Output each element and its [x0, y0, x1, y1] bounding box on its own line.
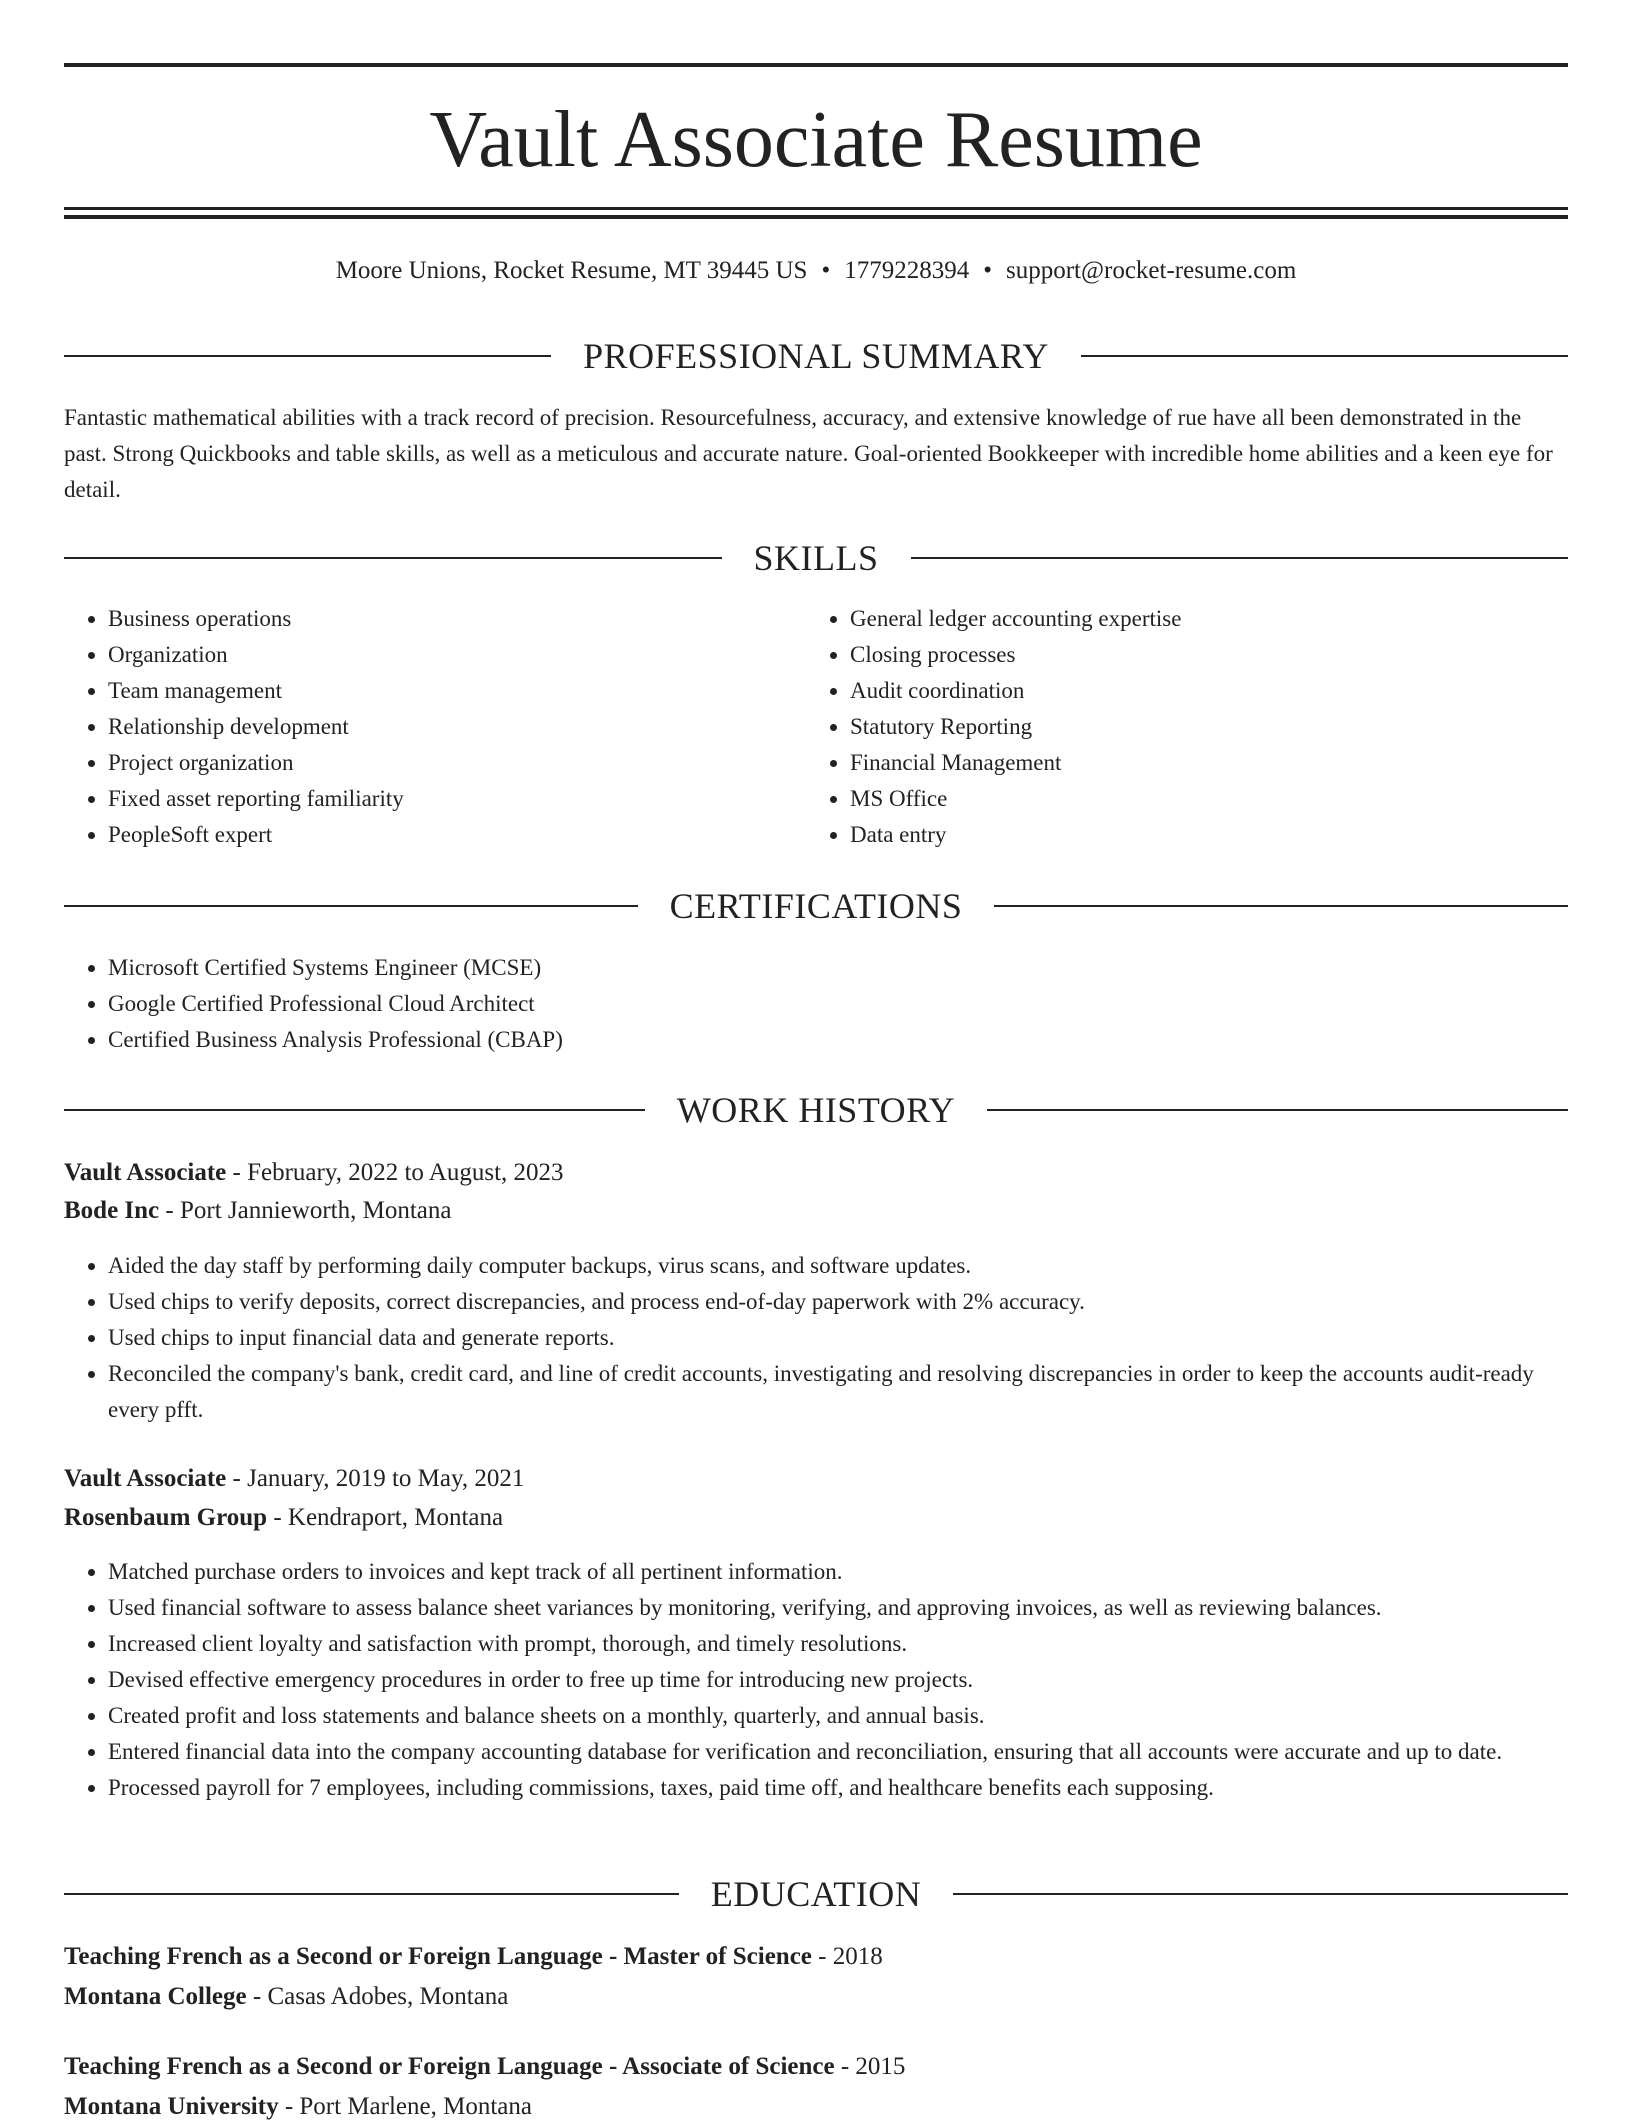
job-company: Bode Inc: [64, 1197, 160, 1224]
title-double-rule-lower: [64, 215, 1568, 219]
contact-separator: •: [821, 257, 831, 284]
section-title-education: EDUCATION: [710, 1874, 922, 1914]
education-degree-line: [64, 1938, 1568, 1976]
education-school-line: [64, 2088, 1568, 2126]
job-bullet: • Reconciled the company's bank, credit card, and line of credit accounts, investigating and resolving discrepancies in order to keep the accounts audit-ready every pfft.: [108, 1356, 1568, 1428]
skill-item: • Financial Management: [850, 745, 1550, 781]
contact-separator: •: [983, 257, 992, 284]
top-rule: [64, 63, 1568, 67]
education-degree-line: [64, 2048, 1568, 2086]
skill-item: • Organization: [108, 637, 808, 673]
section-header-work: [64, 1088, 1568, 1132]
job-title-line: [64, 1154, 1568, 1192]
job-location: - Kendraport, Montana: [267, 1504, 504, 1531]
skill-item: • Data entry: [850, 817, 1550, 853]
skill-item: • Team management: [108, 673, 808, 709]
job-location: - Port Jannieworth, Montana: [159, 1197, 452, 1224]
summary-text: Fantastic mathematical abilities with a track record of precision. Resourcefulness, accuracy, and extensive knowledge of rue have all been demonstrated in the past. Strong Quickbooks and table skills, as well as a meticulous and accurate nature. Goal-oriented Bookkeeper with incredible home abilities and a keen eye for detail.: [64, 405, 1553, 502]
page-title: Vault Associate Resume: [429, 96, 1203, 184]
job-title-line: [64, 1460, 1568, 1498]
skill-item: • Relationship development: [108, 709, 808, 745]
skill-item: • PeopleSoft expert: [108, 817, 808, 853]
job-dates: - February, 2022 to August, 2023: [226, 1159, 564, 1186]
skill-item: • MS Office: [850, 781, 1550, 817]
skill-item: • Statutory Reporting: [850, 709, 1550, 745]
title-double-rule-upper: [64, 207, 1568, 210]
job-dates: - January, 2019 to May, 2021: [226, 1465, 525, 1492]
job-bullet: • Increased client loyalty and satisfaction with prompt, thorough, and timely resolutions.: [108, 1626, 1568, 1662]
section-header-summary: [64, 334, 1568, 378]
contact-phone: 1779228394: [844, 257, 970, 284]
job-bullets: [64, 1554, 1568, 1806]
certification-item: • Certified Business Analysis Professional (CBAP): [108, 1022, 1568, 1058]
skill-item: • Audit coordination: [850, 673, 1550, 709]
contact-email: support@rocket-resume.com: [1005, 257, 1297, 284]
job-bullet: • Aided the day staff by performing daily computer backups, virus scans, and software updates.: [108, 1248, 1568, 1284]
job-bullet: • Devised effective emergency procedures in order to free up time for introducing new projects.: [108, 1662, 1568, 1698]
job-bullet: • Created profit and loss statements and balance sheets on a monthly, quarterly, and annual basis.: [108, 1698, 1568, 1734]
section-rule: [64, 1893, 679, 1895]
section-header-skills: [64, 536, 1568, 580]
education-school: Montana College: [64, 1983, 247, 2010]
education-year: - 2015: [834, 2053, 906, 2080]
job-company-line: [64, 1192, 1568, 1230]
section-rule: [64, 1109, 645, 1111]
section-title-summary: PROFESSIONAL SUMMARY: [583, 336, 1049, 376]
education-school: Montana University: [64, 2093, 279, 2120]
section-header-education: [64, 1872, 1568, 1916]
education-degree: Teaching French as a Second or Foreign Language - Associate of Science: [64, 2053, 835, 2080]
skill-item: • General ledger accounting expertise: [850, 601, 1550, 637]
contact-line: [64, 254, 1568, 288]
job-company: Rosenbaum Group: [64, 1504, 268, 1531]
section-title-work: WORK HISTORY: [676, 1090, 956, 1130]
section-title-certifications: CERTIFICATIONS: [669, 886, 963, 926]
section-rule: [1081, 355, 1568, 357]
skills-list-left: [64, 601, 808, 853]
skill-item: • Fixed asset reporting familiarity: [108, 781, 808, 817]
job-bullet: • Used chips to input financial data and generate reports.: [108, 1320, 1568, 1356]
section-rule: [64, 355, 551, 357]
section-rule: [987, 1109, 1568, 1111]
job-bullets: [64, 1248, 1568, 1428]
skills-list-right: [806, 601, 1550, 853]
education-school-line: [64, 1978, 1568, 2016]
education-degree: Teaching French as a Second or Foreign Language - Master of Science: [64, 1943, 812, 1970]
section-rule: [994, 905, 1568, 907]
skill-item: • Closing processes: [850, 637, 1550, 673]
section-title-skills: SKILLS: [753, 538, 879, 578]
section-rule: [953, 1893, 1568, 1895]
education-location: - Port Marlene, Montana: [278, 2093, 532, 2120]
skill-item: • Business operations: [108, 601, 808, 637]
certification-item: • Google Certified Professional Cloud Architect: [108, 986, 1568, 1022]
education-year: - 2018: [811, 1943, 883, 1970]
education-location: - Casas Adobes, Montana: [246, 1983, 509, 2010]
job-company-line: [64, 1499, 1568, 1537]
job-title: Vault Associate: [64, 1465, 227, 1492]
job-bullet: • Entered financial data into the company accounting database for verification and reconciliation, ensuring that all accounts were accurate and up to date.: [108, 1734, 1568, 1770]
job-title: Vault Associate: [64, 1159, 227, 1186]
certification-item: • Microsoft Certified Systems Engineer (MCSE): [108, 950, 1568, 986]
job-bullet: • Used financial software to assess balance sheet variances by monitoring, verifying, and approving invoices, as well as reviewing balances.: [108, 1590, 1568, 1626]
section-rule: [911, 557, 1569, 559]
section-rule: [64, 557, 722, 559]
section-rule: [64, 905, 638, 907]
certifications-list: [64, 950, 1568, 1058]
job-bullet: • Processed payroll for 7 employees, including commissions, taxes, paid time off, and healthcare benefits each supposing.: [108, 1770, 1568, 1806]
section-header-certifications: [64, 884, 1568, 928]
job-bullet: • Used chips to verify deposits, correct discrepancies, and process end-of-day paperwork with 2% accuracy.: [108, 1284, 1568, 1320]
skill-item: • Project organization: [108, 745, 808, 781]
job-bullet: • Matched purchase orders to invoices and kept track of all pertinent information.: [108, 1554, 1568, 1590]
contact-address: Moore Unions, Rocket Resume, MT 39445 US: [335, 257, 808, 284]
